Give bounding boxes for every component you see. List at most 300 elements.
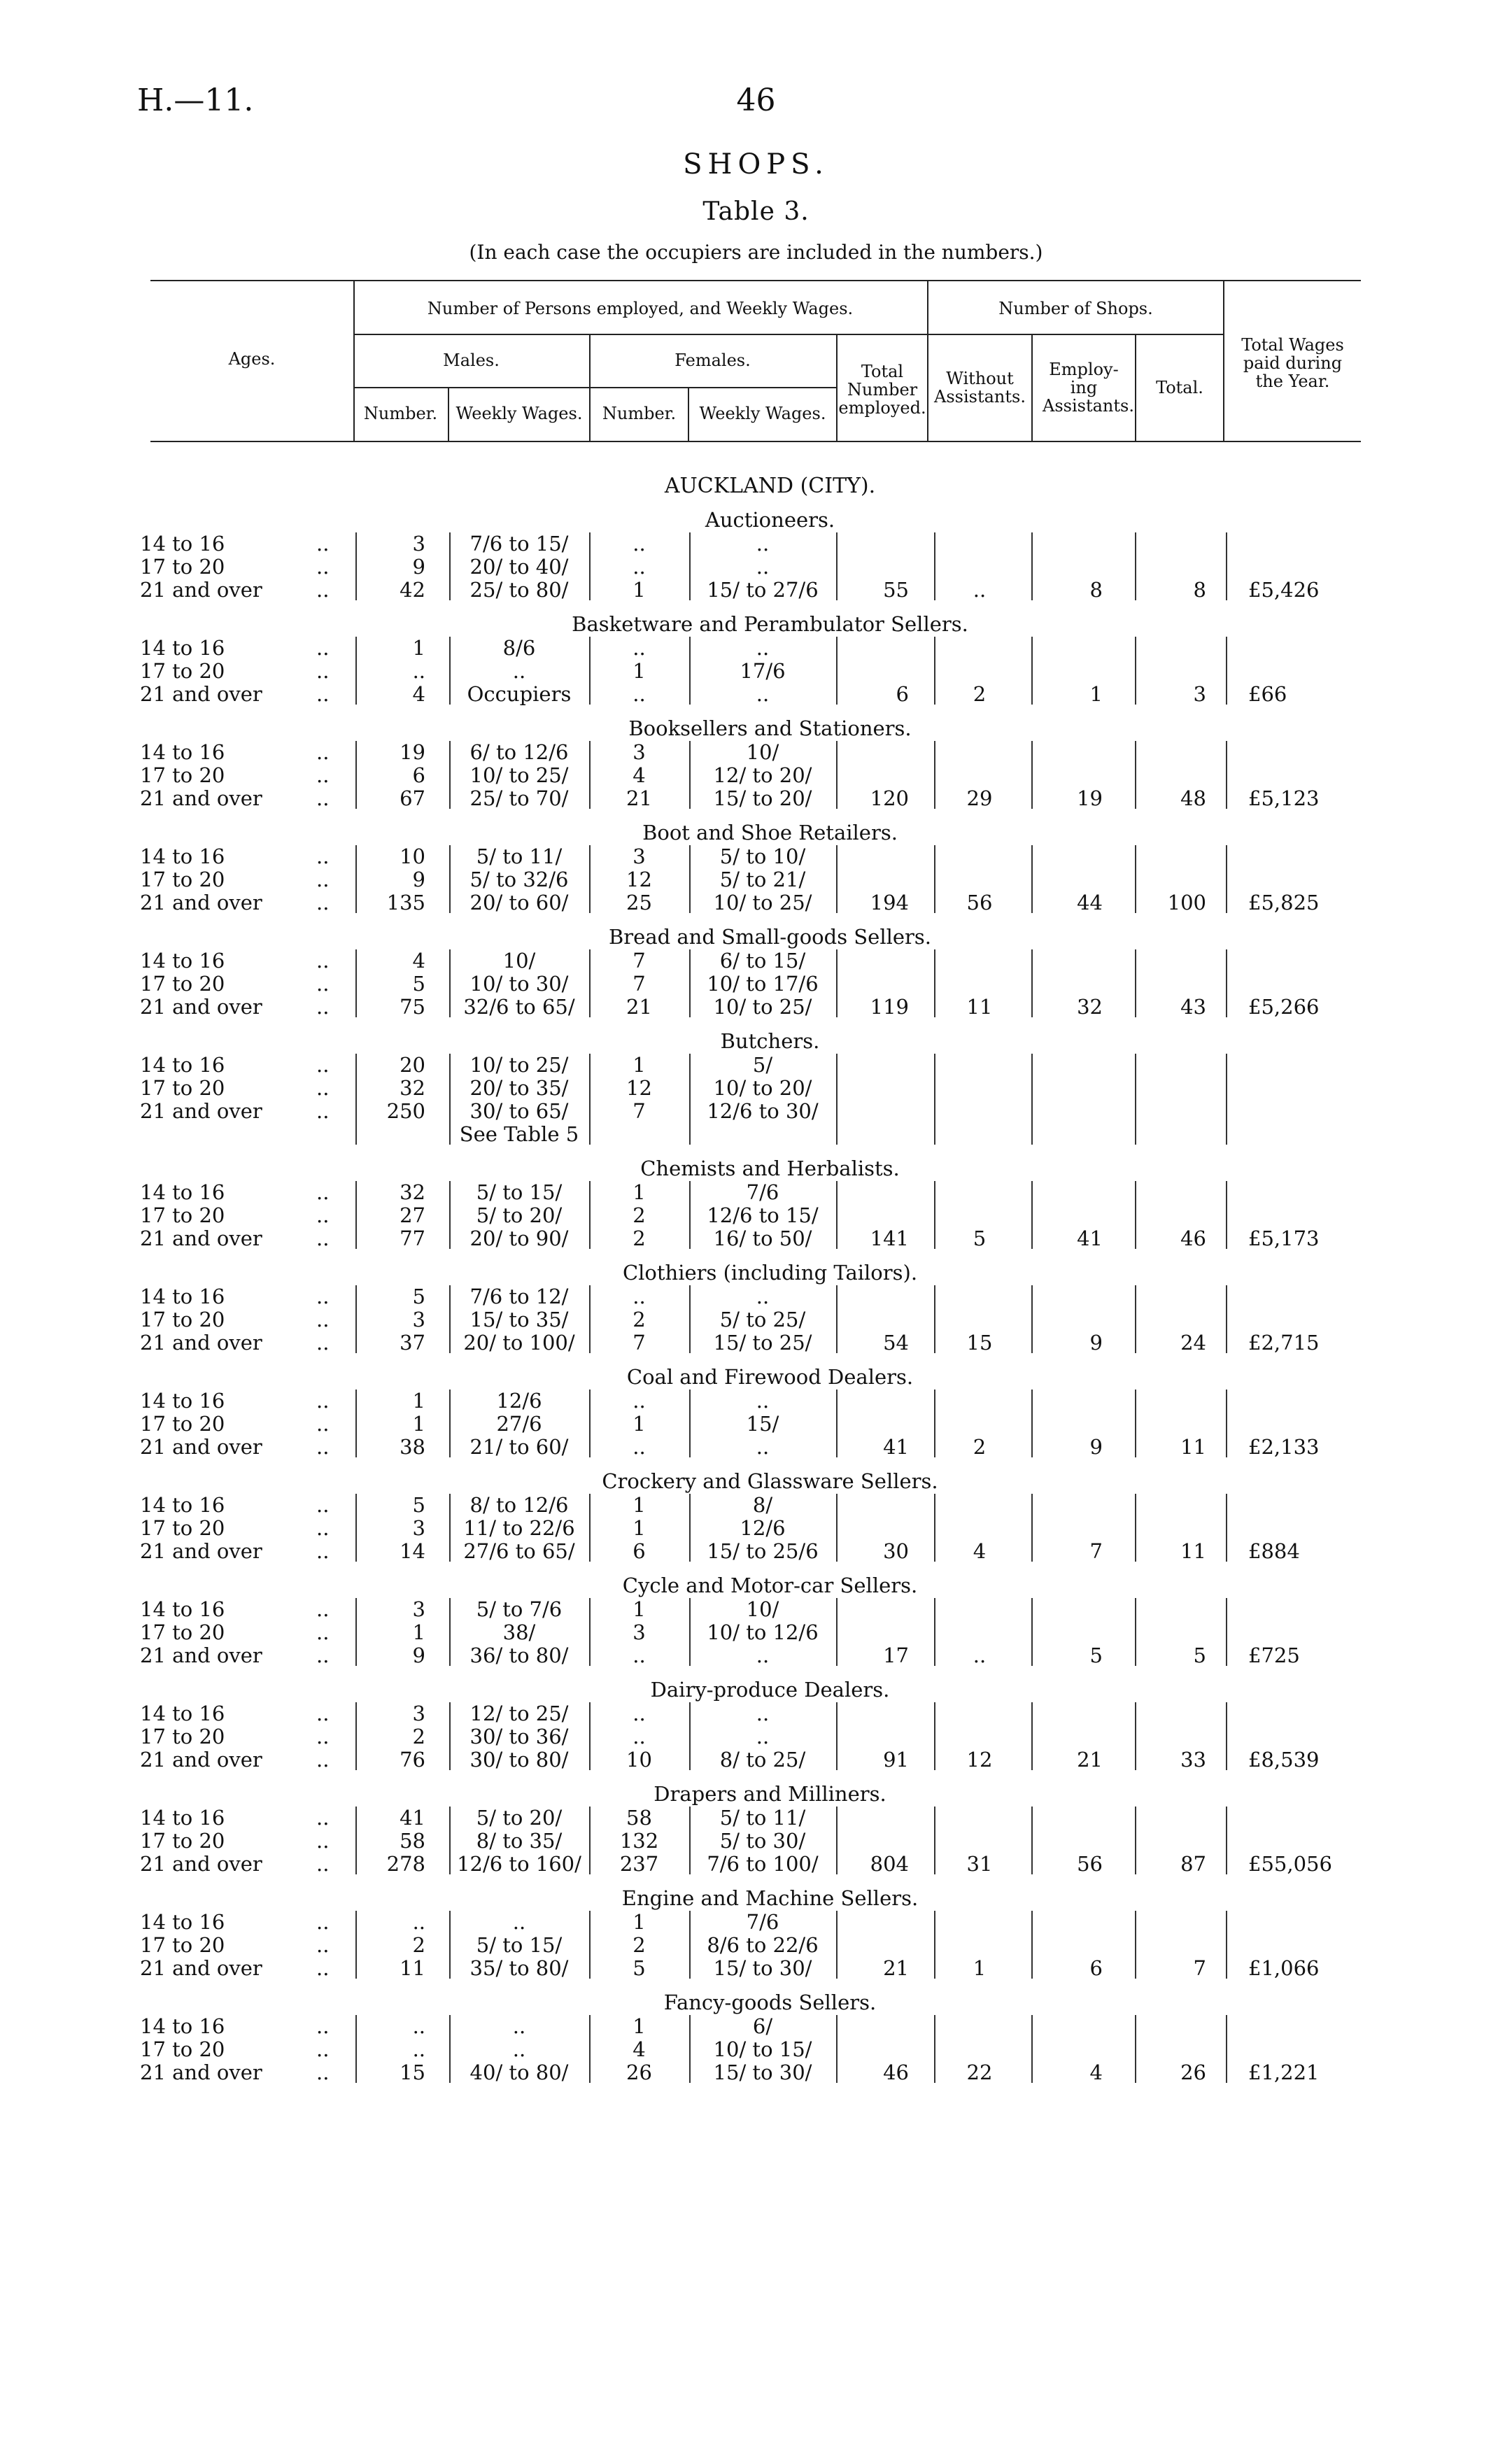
male-wages: 11/ to 22/6	[463, 1516, 575, 1540]
table-row	[0, 1853, 1512, 1876]
female-wages: ..	[756, 532, 770, 556]
column-rule	[355, 1054, 357, 1145]
female-number: ..	[633, 1389, 646, 1413]
table-row	[0, 532, 1512, 556]
shops-total: 5	[1193, 1643, 1206, 1667]
total-wages: £1,221	[1248, 2060, 1320, 2084]
age-label: 14 to 16	[140, 636, 225, 660]
female-wages: 15/ to 25/	[713, 1331, 812, 1355]
column-rule	[1031, 741, 1033, 809]
page-number: 46	[736, 83, 776, 118]
table-row	[0, 1644, 1512, 1667]
age-label: 14 to 16	[140, 1597, 225, 1621]
leader-dots: ..	[316, 682, 330, 706]
column-rule	[589, 1181, 591, 1249]
shops-without-assistants: 12	[966, 1748, 993, 1772]
leader-dots: ..	[316, 1331, 330, 1355]
age-label: 17 to 20	[140, 868, 225, 891]
age-label: 17 to 20	[140, 1933, 225, 1957]
column-rule	[1135, 741, 1136, 809]
table-row	[0, 2015, 1512, 2038]
column-rule	[689, 1285, 691, 1353]
male-number: 5	[412, 1493, 425, 1517]
female-wages: 10/	[746, 740, 779, 764]
column-rule	[689, 1390, 691, 1457]
leader-dots: ..	[316, 972, 330, 996]
shops-employing-assistants: 19	[1077, 786, 1103, 810]
age-label: 17 to 20	[140, 659, 225, 683]
male-number: 11	[400, 1956, 425, 1980]
column-rule	[589, 1494, 591, 1562]
column-rule	[1226, 845, 1227, 913]
section	[0, 820, 1512, 924]
leader-dots: ..	[316, 1203, 330, 1227]
female-number: ..	[633, 532, 646, 556]
male-wages: 12/ to 25/	[469, 1702, 569, 1725]
table-row	[0, 1054, 1512, 1077]
column-rule	[836, 1702, 838, 1770]
shops-total: 3	[1193, 682, 1206, 706]
column-rule	[836, 1054, 838, 1145]
column-rule	[1135, 1181, 1136, 1249]
age-label: 14 to 16	[140, 1053, 225, 1077]
header-shops-total: Total.	[1156, 378, 1203, 397]
column-rule	[1031, 2015, 1033, 2083]
column-rule	[1031, 1285, 1033, 1353]
section-rows	[0, 637, 1512, 706]
section-rows	[0, 741, 1512, 810]
female-number: 132	[619, 1829, 659, 1853]
column-rule	[1135, 1911, 1136, 1979]
leader-dots: ..	[316, 1539, 330, 1563]
age-label: 17 to 20	[140, 1829, 225, 1853]
male-number: 2	[412, 1933, 425, 1957]
male-number: 76	[400, 1748, 425, 1772]
leader-dots: ..	[316, 1829, 330, 1853]
shops-without-assistants: 4	[973, 1539, 987, 1563]
male-wages: 5/ to 7/6	[476, 1597, 563, 1621]
total-wages: £55,056	[1248, 1852, 1332, 1876]
male-wages: 20/ to 90/	[469, 1226, 569, 1250]
female-wages: ..	[756, 555, 770, 579]
section-rows	[0, 1598, 1512, 1667]
leader-dots: ..	[316, 1620, 330, 1644]
table-row	[0, 1957, 1512, 1980]
column-rule	[1226, 1054, 1227, 1145]
table-row	[0, 1181, 1512, 1204]
column-rule	[355, 845, 357, 913]
female-wages: ..	[756, 1285, 770, 1308]
female-number: 2	[633, 1308, 646, 1331]
header-shops-group: Number of Shops.	[998, 299, 1153, 318]
header-divider	[353, 334, 927, 335]
table-row	[0, 1227, 1512, 1250]
female-wages: 7/6 to 100/	[707, 1852, 819, 1876]
leader-dots: ..	[316, 659, 330, 683]
female-number: ..	[633, 1435, 646, 1459]
header-bottom-rule	[150, 441, 1361, 442]
column-rule	[836, 1911, 838, 1979]
male-wages: 20/ to 35/	[469, 1076, 569, 1100]
male-number: 1	[412, 1620, 425, 1644]
shops-total: 33	[1180, 1748, 1206, 1772]
column-rule	[689, 1598, 691, 1666]
shops-employing-assistants: 7	[1089, 1539, 1103, 1563]
total-employed: 46	[883, 2060, 909, 2084]
female-wages: 15/ to 30/	[713, 2060, 812, 2084]
male-wages: 40/ to 80/	[469, 2060, 569, 2084]
female-wages: 15/ to 25/6	[707, 1539, 819, 1563]
shops-total: 24	[1180, 1331, 1206, 1355]
header-female-number: Number.	[602, 404, 677, 423]
section-gap	[0, 914, 1512, 924]
column-rule	[934, 1285, 935, 1353]
column-rule	[689, 532, 691, 600]
column-rule	[355, 637, 357, 705]
section-gap	[0, 1355, 1512, 1364]
column-rule	[1135, 1598, 1136, 1666]
header-divider	[1223, 280, 1224, 441]
total-employed: 141	[870, 1226, 909, 1250]
table-row	[0, 579, 1512, 602]
age-label: 21 and over	[140, 2060, 262, 2084]
female-number: 7	[633, 1099, 646, 1123]
leader-dots: ..	[316, 1076, 330, 1100]
female-number: ..	[633, 1285, 646, 1308]
female-wages: 10/ to 15/	[713, 2037, 812, 2061]
male-wages: 5/ to 20/	[476, 1203, 563, 1227]
female-wages: ..	[756, 1435, 770, 1459]
table-row	[0, 1598, 1512, 1621]
leader-dots: ..	[316, 2060, 330, 2084]
age-label: 17 to 20	[140, 1516, 225, 1540]
section-title: Fancy-goods Sellers.	[663, 1991, 877, 2014]
column-rule	[1031, 532, 1033, 600]
shops-without-assistants: 2	[973, 682, 987, 706]
female-wages: 12/ to 20/	[713, 763, 812, 787]
female-wages: 12/6 to 15/	[707, 1203, 819, 1227]
total-wages: £2,715	[1248, 1331, 1320, 1355]
section	[0, 507, 1512, 612]
male-number: 67	[400, 786, 425, 810]
column-rule	[355, 741, 357, 809]
female-wages: 17/6	[740, 659, 786, 683]
leader-dots: ..	[316, 1053, 330, 1077]
column-rule	[689, 1054, 691, 1145]
male-wages: 8/ to 12/6	[469, 1493, 569, 1517]
leader-dots: ..	[316, 740, 330, 764]
column-rule	[1226, 1494, 1227, 1562]
leader-dots: ..	[316, 1308, 330, 1331]
section-gap	[0, 1667, 1512, 1677]
age-label: 17 to 20	[140, 1308, 225, 1331]
female-number: 2	[633, 1203, 646, 1227]
age-label: 17 to 20	[140, 1076, 225, 1100]
age-label: 14 to 16	[140, 1806, 225, 1830]
male-number: 20	[400, 1053, 425, 1077]
column-rule	[355, 1911, 357, 1979]
section-gap	[0, 1459, 1512, 1469]
age-label: 14 to 16	[140, 949, 225, 973]
female-number: 5	[633, 1956, 646, 1980]
section-rows	[0, 1911, 1512, 1980]
male-wages: 5/ to 15/	[476, 1933, 563, 1957]
section-rows	[0, 1494, 1512, 1563]
table-row	[0, 2061, 1512, 2084]
female-number: 1	[633, 1597, 646, 1621]
section-title: Auctioneers.	[705, 508, 835, 532]
column-rule	[836, 1494, 838, 1562]
female-wages: 15/ to 27/6	[707, 578, 819, 602]
table-row	[0, 1077, 1512, 1100]
male-wages: 8/ to 35/	[476, 1829, 563, 1853]
column-rule	[934, 1390, 935, 1457]
column-rule	[589, 741, 591, 809]
header-males: Males.	[443, 351, 500, 370]
section	[0, 1990, 1512, 2094]
section-gap	[0, 1019, 1512, 1028]
column-rule	[1135, 845, 1136, 913]
female-number: ..	[633, 1643, 646, 1667]
column-rule	[355, 1807, 357, 1874]
female-number: 1	[633, 1910, 646, 1934]
column-rule	[449, 949, 451, 1017]
age-label: 14 to 16	[140, 1493, 225, 1517]
column-rule	[1135, 2015, 1136, 2083]
female-wages: 5/	[752, 1053, 773, 1077]
shops-employing-assistants: 8	[1089, 578, 1103, 602]
section-title: Engine and Machine Sellers.	[621, 1886, 919, 1910]
leader-dots: ..	[316, 1702, 330, 1725]
column-rule	[1135, 1285, 1136, 1353]
total-wages: £5,825	[1248, 891, 1320, 914]
table-row	[0, 1390, 1512, 1413]
male-number: 10	[400, 844, 425, 868]
column-rule	[1031, 845, 1033, 913]
shops-without-assistants: 11	[966, 995, 993, 1019]
table-row	[0, 1621, 1512, 1644]
total-wages: £2,133	[1248, 1435, 1320, 1459]
leader-dots: ..	[316, 578, 330, 602]
age-label: 21 and over	[140, 1643, 262, 1667]
shops-total: 8	[1193, 578, 1206, 602]
section-gap	[0, 1980, 1512, 1990]
column-rule	[689, 1181, 691, 1249]
male-wages: ..	[512, 2037, 526, 2061]
female-wages: ..	[756, 636, 770, 660]
section-rows	[0, 1285, 1512, 1355]
section-gap	[0, 1563, 1512, 1573]
shops-total: 87	[1180, 1852, 1206, 1876]
table-row	[0, 868, 1512, 891]
total-employed: 55	[883, 578, 909, 602]
male-number: 38	[400, 1435, 425, 1459]
leader-dots: ..	[316, 1435, 330, 1459]
total-employed: 6	[896, 682, 909, 706]
male-wages: 36/ to 80/	[469, 1643, 569, 1667]
age-label: 17 to 20	[140, 1412, 225, 1436]
age-label: 21 and over	[140, 1331, 262, 1355]
table-row	[0, 1123, 1512, 1146]
female-number: 1	[633, 2014, 646, 2038]
age-label: 17 to 20	[140, 1725, 225, 1748]
table-row	[0, 787, 1512, 810]
table-row	[0, 1285, 1512, 1308]
shops-total: 43	[1180, 995, 1206, 1019]
column-rule	[1226, 1181, 1227, 1249]
leader-dots: ..	[316, 995, 330, 1019]
column-rule	[1226, 949, 1227, 1017]
total-wages: £884	[1248, 1539, 1300, 1563]
column-rule	[589, 845, 591, 913]
column-rule	[689, 1702, 691, 1770]
female-number: 1	[633, 1493, 646, 1517]
column-rule	[449, 1285, 451, 1353]
column-rule	[836, 1181, 838, 1249]
table-row	[0, 556, 1512, 579]
section-title: Crockery and Glassware Sellers.	[602, 1469, 938, 1493]
male-wages: 27/6 to 65/	[463, 1539, 575, 1563]
column-rule	[836, 2015, 838, 2083]
male-wages: 5/ to 15/	[476, 1180, 563, 1204]
male-wages: ..	[512, 2014, 526, 2038]
female-number: 6	[633, 1539, 646, 1563]
table-row	[0, 1807, 1512, 1830]
section-gap	[0, 2084, 1512, 2094]
female-wages: 15/ to 30/	[713, 1956, 812, 1980]
column-rule	[1031, 1911, 1033, 1979]
male-wages: 20/ to 100/	[463, 1331, 575, 1355]
total-employed: 804	[870, 1852, 909, 1876]
column-rule	[449, 532, 451, 600]
column-rule	[934, 845, 935, 913]
page-reference: H.—11.	[137, 83, 254, 118]
section-rows	[0, 949, 1512, 1019]
column-rule	[355, 1390, 357, 1457]
female-wages: 10/	[746, 1597, 779, 1621]
table-row	[0, 2038, 1512, 2061]
female-wages: 15/ to 20/	[713, 786, 812, 810]
total-wages: £66	[1248, 682, 1287, 706]
male-wages: 15/ to 35/	[469, 1308, 569, 1331]
column-rule	[449, 2015, 451, 2083]
table-row	[0, 1748, 1512, 1772]
city-heading: AUCKLAND (CITY).	[664, 474, 876, 498]
age-label: 17 to 20	[140, 555, 225, 579]
male-wages: 25/ to 70/	[469, 786, 569, 810]
male-number: 9	[412, 868, 425, 891]
column-rule	[689, 741, 691, 809]
male-number: 3	[412, 1597, 425, 1621]
table-row	[0, 973, 1512, 996]
section	[0, 1156, 1512, 1260]
female-number: 10	[626, 1748, 652, 1772]
male-number: 135	[386, 891, 425, 914]
male-wages: 10/ to 30/	[469, 972, 569, 996]
female-number: ..	[633, 682, 646, 706]
age-label: 21 and over	[140, 786, 262, 810]
table-row	[0, 637, 1512, 660]
column-rule	[355, 1598, 357, 1666]
female-wages: 5/ to 10/	[719, 844, 806, 868]
table-row	[0, 660, 1512, 683]
section-gap	[0, 1146, 1512, 1156]
section	[0, 612, 1512, 716]
header-male-number: Number.	[363, 404, 438, 423]
section-title: Boot and Shoe Retailers.	[642, 821, 898, 844]
header-total-employed: Total Number employed.	[838, 362, 926, 418]
column-rule	[589, 2015, 591, 2083]
shops-employing-assistants: 9	[1089, 1331, 1103, 1355]
leader-dots: ..	[316, 763, 330, 787]
column-rule	[1135, 637, 1136, 705]
male-wages: 30/ to 36/	[469, 1725, 569, 1748]
table-row	[0, 1934, 1512, 1957]
header-top-rule	[150, 280, 1361, 281]
column-rule	[1226, 1807, 1227, 1874]
leader-dots: ..	[316, 1806, 330, 1830]
female-number: 1	[633, 1053, 646, 1077]
age-label: 14 to 16	[140, 1702, 225, 1725]
male-number: 4	[412, 949, 425, 973]
column-rule	[934, 1054, 935, 1145]
column-rule	[355, 1702, 357, 1770]
age-label: 21 and over	[140, 995, 262, 1019]
female-number: 1	[633, 1412, 646, 1436]
male-number: ..	[412, 2014, 425, 2038]
male-number: 9	[412, 1643, 425, 1667]
column-rule	[449, 1494, 451, 1562]
table-row	[0, 1204, 1512, 1227]
column-rule	[836, 1285, 838, 1353]
table-row	[0, 764, 1512, 787]
leader-dots: ..	[316, 1226, 330, 1250]
female-number: 4	[633, 2037, 646, 2061]
column-rule	[689, 1494, 691, 1562]
female-wages: 6/	[752, 2014, 773, 2038]
section	[0, 1469, 1512, 1573]
age-label: 21 and over	[140, 1539, 262, 1563]
column-rule	[836, 1390, 838, 1457]
section	[0, 924, 1512, 1028]
column-rule	[1135, 1807, 1136, 1874]
column-rule	[1135, 1494, 1136, 1562]
leader-dots: ..	[316, 1493, 330, 1517]
age-label: 14 to 16	[140, 2014, 225, 2038]
header-ages: Ages.	[228, 349, 276, 369]
shops-without-assistants: 2	[973, 1435, 987, 1459]
column-rule	[1031, 1181, 1033, 1249]
header-total-wages: Total Wages paid during the Year.	[1241, 335, 1344, 391]
female-number: 58	[626, 1806, 652, 1830]
female-number: 7	[633, 1331, 646, 1355]
female-number: 3	[633, 740, 646, 764]
shops-without-assistants: ..	[973, 1643, 987, 1667]
total-employed: 21	[883, 1956, 909, 1980]
female-number: ..	[633, 1725, 646, 1748]
male-wages: ..	[512, 659, 526, 683]
age-label: 21 and over	[140, 891, 262, 914]
age-label: 21 and over	[140, 1435, 262, 1459]
leader-dots: ..	[316, 844, 330, 868]
shops-without-assistants: 1	[973, 1956, 987, 1980]
section	[0, 1781, 1512, 1886]
column-rule	[589, 1702, 591, 1770]
male-number: 1	[412, 1389, 425, 1413]
section-gap	[0, 706, 1512, 716]
male-wages: 6/ to 12/6	[469, 740, 569, 764]
column-rule	[689, 2015, 691, 2083]
